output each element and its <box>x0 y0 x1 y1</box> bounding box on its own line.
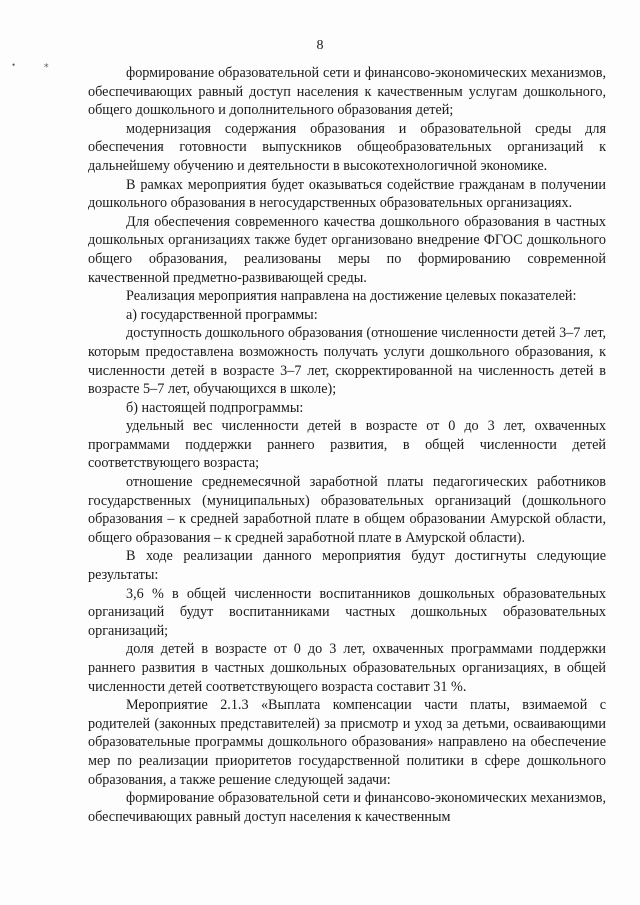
document-body <box>88 64 606 826</box>
paragraph: доступность дошкольного образования (отношение численности детей 3–7 лет, которым предоставлена возможность получать услуги дошкольного образования, к численности детей в возрасте 3–7 лет, скорректированной на численность детей в возрасте 5–7 лет, обучающихся в школе); <box>88 325 606 398</box>
paragraph: формирование образовательной сети и финансово-экономических механизмов, обеспечивающих равный доступ населения к качественным услугам дошкольного, общего дошкольного и дополнительного образования детей; <box>88 65 606 119</box>
paragraph: а) государственной программы: <box>126 306 318 323</box>
paragraph: доля детей в возрасте от 0 до 3 лет, охваченных программами поддержки раннего развития в частных дошкольных образовательных организациях, в общей численности детей соответствующего возраста составит 31 %. <box>88 641 606 695</box>
paragraph: б) настоящей подпрограммы: <box>126 399 304 416</box>
paragraph: 3,6 % в общей численности воспитанников дошкольных образовательных организаций будут воспитанниками частных дошкольных образовательных организаций; <box>88 585 606 639</box>
scan-mark: • <box>12 60 16 70</box>
paragraph: Мероприятие 2.1.3 «Выплата компенсации части платы, взимаемой с родителей (законных представителей) за присмотр и уход за детьми, осваивающими образовательные программы дошкольного образования» направлено на обеспечение мер по реализации приоритетов государственной политики в сфере дошкольного образования, а также решение следующей задачи: <box>88 697 606 788</box>
paragraph: модернизация содержания образования и образовательной среды для обеспечения готовности выпускников общеобразовательных организаций к дальнейшему обучению и деятельности в высокотехнологичной экономике. <box>88 120 606 174</box>
paragraph: В рамках мероприятия будет оказываться содействие гражданам в получении дошкольного образования в негосударственных образовательных организациях. <box>88 176 606 212</box>
page-number: 8 <box>316 38 324 53</box>
paragraph: В ходе реализации данного мероприятия будут достигнуты следующие результаты: <box>88 548 606 584</box>
paragraph: формирование образовательной сети и финансово-экономических механизмов, обеспечивающих равный доступ населения к качественным <box>88 790 606 825</box>
paragraph: удельный вес численности детей в возрасте от 0 до 3 лет, охваченных программами поддержки раннего развития, в общей численности детей соответствующего возраста; <box>88 418 606 472</box>
paragraph: Реализация мероприятия направлена на достижение целевых показателей: <box>126 288 577 305</box>
scan-mark: ⁎ <box>44 59 49 69</box>
paragraph: Для обеспечения современного качества дошкольного образования в частных дошкольных организациях также будет организовано внедрение ФГОС дошкольного общего образования, реализованы меры по формированию современной качественной предметно-развивающей среды. <box>88 213 606 286</box>
paragraph: отношение среднемесячной заработной платы педагогических работников государственных (муниципальных) образовательных организаций (дошкольного образования – к средней заработной плате в общем образовании Амурской области, общего образования – к средней заработной плате в Амурской области). <box>88 474 606 546</box>
